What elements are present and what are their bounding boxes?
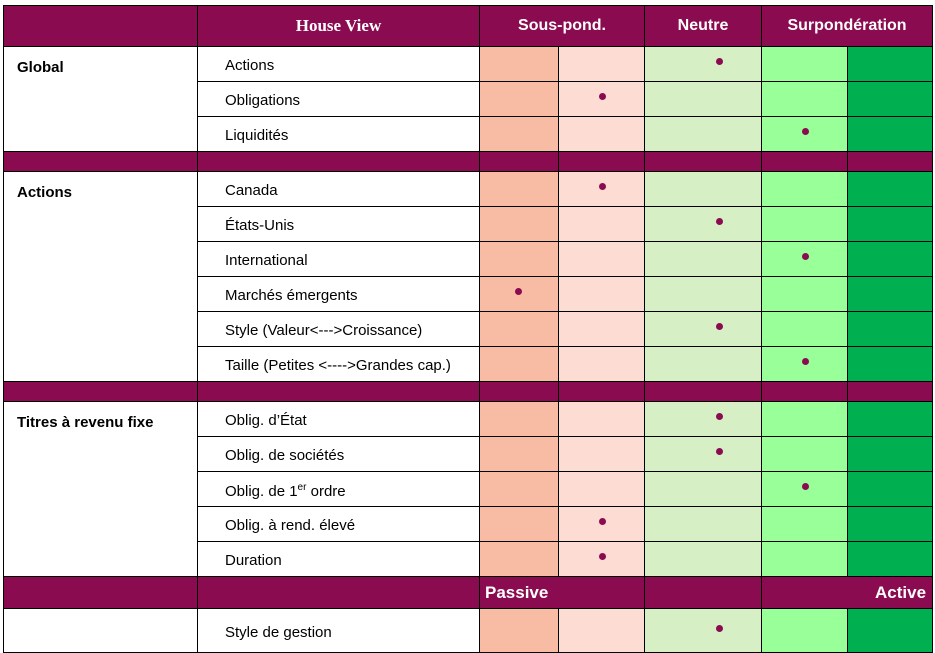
row-label-text: Oblig. de 1 — [225, 482, 298, 500]
scale-blank — [4, 577, 198, 609]
rating-cell-1 — [480, 507, 559, 542]
scale-blank — [645, 577, 762, 609]
position-dot — [716, 58, 723, 65]
rating-cell-3 — [645, 437, 762, 472]
rating-cell-3 — [645, 312, 762, 347]
row-label-text: International — [225, 252, 308, 269]
rating-cell-1 — [480, 312, 559, 347]
position-dot — [515, 288, 522, 295]
divider-cell — [480, 152, 559, 172]
rating-cell-5 — [848, 609, 933, 653]
active-label: Active — [762, 577, 933, 609]
rating-cell-2 — [559, 472, 645, 507]
neutral-header: Neutre — [645, 6, 762, 47]
rating-cell-5 — [848, 507, 933, 542]
rating-cell-2 — [559, 172, 645, 207]
rating-cell-3 — [645, 277, 762, 312]
position-dot — [716, 625, 723, 632]
position-dot — [716, 413, 723, 420]
position-dot — [802, 483, 809, 490]
header-blank — [4, 6, 198, 47]
rating-cell-2 — [559, 47, 645, 82]
rating-cell-1 — [480, 172, 559, 207]
management-scale-row — [4, 577, 933, 609]
scale-blank — [198, 577, 480, 609]
rating-cell-4 — [762, 277, 848, 312]
section-divider — [4, 152, 933, 172]
group-label: Actions — [4, 172, 198, 382]
rating-cell-1 — [480, 207, 559, 242]
rating-cell-5 — [848, 542, 933, 577]
rating-cell-4 — [762, 117, 848, 152]
row-label-text: Oblig. d’État — [225, 412, 307, 429]
divider-cell — [480, 382, 559, 402]
rating-cell-2 — [559, 437, 645, 472]
rating-cell-3 — [645, 242, 762, 277]
position-dot — [599, 518, 606, 525]
row-label — [198, 172, 480, 207]
rating-cell-3 — [645, 117, 762, 152]
divider-cell — [198, 382, 480, 402]
rating-cell-5 — [848, 347, 933, 382]
rating-cell-5 — [848, 242, 933, 277]
rating-cell-1 — [480, 82, 559, 117]
rating-cell-5 — [848, 207, 933, 242]
rating-cell-3 — [645, 347, 762, 382]
rating-cell-3 — [645, 507, 762, 542]
rating-cell-1 — [480, 542, 559, 577]
rating-cell-4 — [762, 347, 848, 382]
rating-cell-4 — [762, 47, 848, 82]
row-label-text: États-Unis — [225, 217, 295, 234]
divider-cell — [645, 382, 762, 402]
row-label — [198, 542, 480, 577]
rating-cell-3 — [645, 402, 762, 437]
rating-cell-3 — [645, 609, 762, 653]
rating-cell-1 — [480, 117, 559, 152]
rating-cell-2 — [559, 609, 645, 653]
row-label-text: Canada — [225, 182, 278, 199]
row-label-text: Oblig. à rend. élevé — [225, 517, 356, 534]
house-view-table — [3, 5, 933, 653]
divider-cell — [4, 382, 198, 402]
group-label: Titres à revenu fixe — [4, 402, 198, 577]
header-row — [4, 6, 933, 47]
divider-cell — [559, 382, 645, 402]
rating-cell-5 — [848, 472, 933, 507]
rating-cell-4 — [762, 437, 848, 472]
rating-cell-4 — [762, 172, 848, 207]
table-row — [4, 172, 933, 207]
rating-cell-1 — [480, 402, 559, 437]
rating-cell-1 — [480, 47, 559, 82]
rating-cell-2 — [559, 277, 645, 312]
table-row — [4, 47, 933, 82]
divider-cell — [762, 382, 848, 402]
row-label-text: Duration — [225, 552, 282, 569]
rating-cell-2 — [559, 347, 645, 382]
divider-cell — [762, 152, 848, 172]
rating-cell-3 — [645, 207, 762, 242]
rating-cell-2 — [559, 402, 645, 437]
row-label-text: Liquidités — [225, 127, 289, 144]
position-dot — [716, 323, 723, 330]
underweight-header: Sous-pond. — [480, 6, 645, 47]
house-view-title: House View — [198, 6, 480, 47]
row-label-text: Actions — [225, 57, 275, 74]
rating-cell-4 — [762, 542, 848, 577]
rating-cell-1 — [480, 277, 559, 312]
row-label — [198, 472, 480, 507]
position-dot — [599, 183, 606, 190]
position-dot — [716, 218, 723, 225]
rating-cell-5 — [848, 82, 933, 117]
rating-cell-5 — [848, 402, 933, 437]
table-row — [4, 402, 933, 437]
row-label — [198, 207, 480, 242]
rating-cell-1 — [480, 242, 559, 277]
table-row — [4, 609, 933, 653]
rating-cell-5 — [848, 47, 933, 82]
divider-cell — [559, 152, 645, 172]
row-label — [198, 312, 480, 347]
rating-cell-4 — [762, 82, 848, 117]
divider-cell — [848, 152, 933, 172]
row-label-text: Style (Valeur<--->Croissance) — [225, 322, 423, 339]
rating-cell-3 — [645, 542, 762, 577]
rating-cell-1 — [480, 437, 559, 472]
position-dot — [599, 553, 606, 560]
row-label-text: Oblig. de sociétés — [225, 447, 345, 464]
rating-cell-3 — [645, 472, 762, 507]
position-dot — [599, 93, 606, 100]
rating-cell-3 — [645, 82, 762, 117]
rating-cell-2 — [559, 507, 645, 542]
row-label-text: Taille (Petites <---->Grandes cap.) — [225, 357, 451, 374]
row-label — [198, 437, 480, 472]
row-label-sup: er — [297, 481, 307, 493]
position-dot — [802, 358, 809, 365]
rating-cell-4 — [762, 242, 848, 277]
rating-cell-5 — [848, 117, 933, 152]
position-dot — [802, 128, 809, 135]
rating-cell-5 — [848, 277, 933, 312]
row-label — [198, 117, 480, 152]
rating-cell-2 — [559, 207, 645, 242]
row-label-text: Marchés émergents — [225, 287, 358, 304]
rating-cell-2 — [559, 312, 645, 347]
row-label-suffix: ordre — [306, 482, 346, 500]
row-label-text: Obligations — [225, 92, 301, 109]
rating-cell-2 — [559, 82, 645, 117]
row-label: Style de gestion — [198, 609, 480, 653]
group-label: Global — [4, 47, 198, 152]
rating-cell-4 — [762, 207, 848, 242]
rating-cell-3 — [645, 47, 762, 82]
overweight-header: Surpondération — [762, 6, 933, 47]
rating-cell-4 — [762, 402, 848, 437]
row-label — [198, 277, 480, 312]
rating-cell-4 — [762, 609, 848, 653]
row-label — [198, 82, 480, 117]
position-dot — [716, 448, 723, 455]
rating-cell-2 — [559, 242, 645, 277]
rating-cell-5 — [848, 312, 933, 347]
rating-cell-1 — [480, 609, 559, 653]
divider-cell — [198, 152, 480, 172]
row-label — [198, 242, 480, 277]
row-label — [198, 347, 480, 382]
group-label — [4, 609, 198, 653]
row-label — [198, 402, 480, 437]
rating-cell-1 — [480, 472, 559, 507]
rating-cell-4 — [762, 472, 848, 507]
divider-cell — [848, 382, 933, 402]
position-dot — [802, 253, 809, 260]
rating-cell-5 — [848, 437, 933, 472]
row-label — [198, 47, 480, 82]
divider-cell — [645, 152, 762, 172]
rating-cell-1 — [480, 347, 559, 382]
rating-cell-3 — [645, 172, 762, 207]
rating-cell-5 — [848, 172, 933, 207]
passive-label: Passive — [480, 577, 645, 609]
row-label — [198, 507, 480, 542]
section-divider — [4, 382, 933, 402]
rating-cell-4 — [762, 312, 848, 347]
rating-cell-2 — [559, 542, 645, 577]
divider-cell — [4, 152, 198, 172]
rating-cell-4 — [762, 507, 848, 542]
rating-cell-2 — [559, 117, 645, 152]
